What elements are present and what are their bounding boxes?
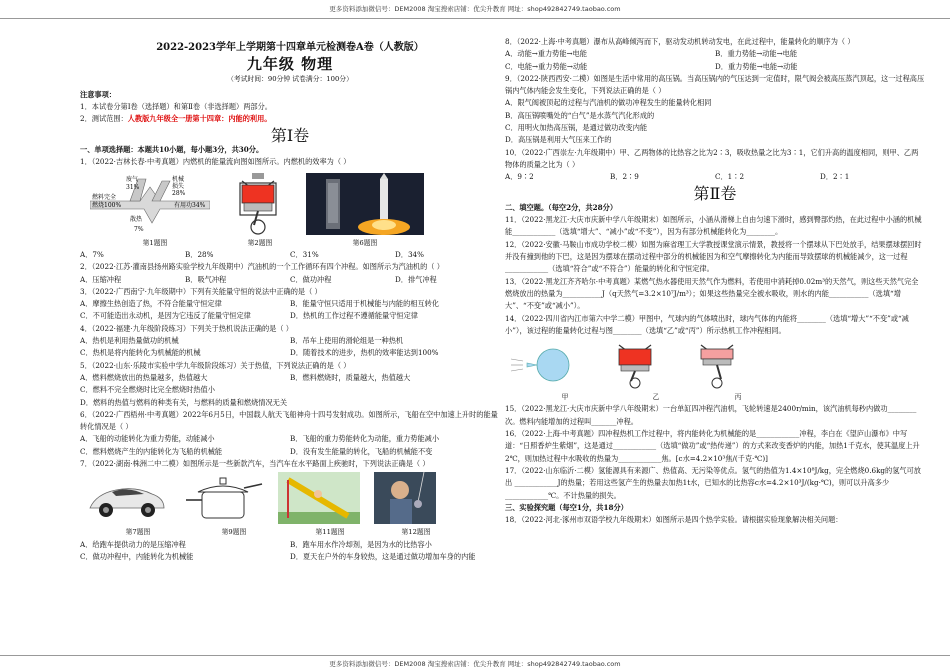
q8-option-d[interactable]: D．重力势能→电能→动能 — [715, 61, 798, 71]
engine-stroke-b-figure — [609, 339, 661, 389]
caption-fig7: 第7题图 — [125, 528, 151, 537]
q10-option-a[interactable]: A．9∶2 — [505, 172, 534, 182]
section-2-title: 二、填空题。（每空2分，共28分） — [505, 202, 618, 212]
q3-option-d[interactable]: D．热机的工作过程不遵循能量守恒定律 — [290, 311, 418, 321]
note-2-prefix: 2．测试范围： — [80, 114, 128, 124]
q2-options — [80, 274, 500, 286]
part-1-title: 第Ⅰ卷 — [270, 125, 310, 145]
header-bar: 更多资料添加微信号：DEM2008 淘宝搜索店铺：优尖升教育 网址：shop492842749.taobao.com — [0, 0, 950, 19]
sports-car-photo — [86, 472, 168, 524]
question-3: 3．（2022·广西南宁·九年级期中）下列有关能量守恒的说法中正确的是（ ） — [80, 286, 322, 296]
part-2-title: 第Ⅱ卷 — [693, 183, 737, 203]
note-2-scope: 人教版九年级全一册第十四章：内能的利用。 — [127, 114, 272, 124]
engine-stroke-c-figure — [691, 339, 743, 389]
q1-option-c[interactable]: C．31% — [290, 249, 319, 259]
q7-option-a[interactable]: A．给跑车提供动力的是压缩冲程 — [80, 539, 186, 549]
heat-value: 7% — [134, 225, 144, 233]
question-15: 15．（2022·黑龙江·大庆市庆新中学八年级期末）一台单缸四冲程汽油机，飞轮转速是2400r/min，该汽油机每秒内做功________次。燃料内能增加的过程叫_______冲程。 — [505, 404, 917, 426]
mech-value: 28% — [172, 189, 186, 197]
exhaust-label: 废气 — [126, 175, 139, 183]
q8-option-c[interactable]: C．电能→重力势能→动能 — [505, 61, 588, 71]
q1-option-b[interactable]: B．28% — [185, 249, 214, 259]
q3-option-c[interactable]: C．不可能造出永动机，是因为它违反了能量守恒定律 — [80, 311, 251, 321]
figure-captions-3 — [515, 391, 925, 403]
left-column — [80, 36, 500, 563]
figure-captions-2 — [90, 526, 500, 538]
caption-bing: 丙 — [734, 393, 742, 402]
exam-meta: （考试时间：90分钟 试卷满分：100分） — [227, 74, 353, 83]
question-17: 17．（2022·山东临沂·二模）氢能源具有来源广、热值高、无污染等优点。氢气的热值为1.4×10⁸J/kg，完全燃烧0.6kg的氢气可放出 ____________J的热量；若用这些氢产生的热量去加热1t水，已知水的比热容c水=4.2×10³J/(kg·℃)，则可以升高多少____________℃。不计热量的损失。 — [505, 465, 921, 500]
q2-option-d[interactable]: D．排气冲程 — [395, 274, 437, 284]
question-13: 13．（2022·黑龙江齐齐哈尔·中考真题）某燃气热水器使用天然气作为燃料，若使用中消耗掉0.02m³的天然气，则这些天然气完全燃烧放出的热量为___________J（q天然气=3.2×10⁷J/m³）；如果这些热量完全被水吸收，则水的内能___________（选填“增大”、“不变”或“减小”）。 — [505, 276, 919, 311]
q10-option-b[interactable]: B．2∶9 — [610, 172, 639, 182]
fuel-label-2: 燃烧100% — [92, 201, 122, 209]
question-8: 8．（2022·上海·中考真题）瀑布从高峰倾泻而下，驱动发动机转动发电，在此过程中，能量转化的顺序为（ ） — [505, 37, 855, 46]
q5-option-b[interactable]: B．燃料燃烧时，质量越大，热值越大 — [290, 372, 411, 382]
caption-fig11: 第11题图 — [315, 528, 345, 537]
q6-option-d[interactable]: D．没有发生能量的转化，飞船的机械能不变 — [290, 446, 433, 456]
section-3-title: 三、实验探究题（每空1分，共18分） — [505, 502, 628, 512]
heat-label: 散热 — [130, 215, 143, 223]
q8-options — [505, 48, 925, 73]
exam-title: 2022-2023学年上学期第十四章单元检测卷A卷（人教版） — [156, 42, 424, 53]
balloon-figure — [509, 345, 579, 389]
right-column — [505, 36, 925, 526]
q9-option-b[interactable]: B．高压锅喷嘴处的“白气”是水蒸气汽化形成的 — [505, 110, 655, 120]
note-2 — [80, 113, 500, 125]
caption-fig1: 第1题图 — [142, 238, 168, 247]
question-18: 18．（2022·河北·涿州市双语学校九年级期末）如图所示是四个热学实验。请根据实验现象解决相关问题： — [505, 515, 843, 525]
q7-options — [80, 539, 500, 564]
energy-flow-diagram — [90, 173, 210, 235]
q2-option-c[interactable]: C．做功冲程 — [290, 274, 332, 284]
loss-label: 损失 — [172, 182, 185, 190]
note-1: 1．本试卷分第Ⅰ卷（选择题）和第Ⅱ卷（非选择题）两部分。 — [80, 102, 272, 112]
question-12: 12．（2022·安徽·马鞍山市成功学校二模）如图为麻省理工大学教授课堂演示情景，教授将一个摆球从下巴处放手，结果摆球摆回时并没有撞到他的下巴，这是因为摆球在摆动过程中部分的机械能因为和空气摩擦转化为内能而导致摆球的机械能减少，这一过程 ____________（选填“符合”或“不符合”）能量的转化和守恒定律。 — [505, 239, 922, 274]
q3-option-b[interactable]: B．能量守恒只适用于机械能与内能的相互转化 — [290, 299, 440, 309]
question-10: 10．（2022·广西崇左·九年级期中）甲、乙两物体的比热容之比为2∶3，吸收热量之比为3∶1，它们升高的温度相同，则甲、乙两物体的质量之比为（ ） — [505, 147, 919, 169]
q1-options — [80, 249, 500, 261]
q4-option-b[interactable]: B．吊车上使用的滑轮组是一种热机 — [290, 336, 404, 346]
question-7: 7．（2022·湖南·株洲二中二模）如图所示是一些新款汽车，当汽车在水平路面上疾驰时，下列说法正确是（ ） — [80, 459, 430, 469]
caption-jia: 甲 — [561, 393, 569, 402]
q5-option-c[interactable]: C．燃料不完全燃烧时比完全燃烧时热值小 — [80, 385, 215, 395]
caption-fig2: 第2题图 — [247, 238, 273, 247]
figure-captions-1 — [90, 237, 500, 249]
q1-option-a[interactable]: A．7% — [80, 249, 104, 259]
caption-fig6: 第6题图 — [352, 238, 378, 247]
q6-options — [80, 433, 500, 458]
q10-option-d[interactable]: D．2∶1 — [820, 172, 850, 182]
q2-option-b[interactable]: B．吸气冲程 — [185, 274, 227, 284]
question-9: 9．（2022·陕西西安·二模）如图是生活中常用的高压锅。当高压锅内的气压达到一定值时，限气阀会被高压蒸汽顶起，这一过程高压锅内气体内能会发生变化，下列说法正确的是（ ） — [505, 73, 925, 96]
q4-option-a[interactable]: A．热机是利用热量做功的机械 — [80, 336, 179, 346]
question-6: 6．（2022·广西梧州·中考真题）2022年6月5日，中国载人航天飞船神舟十四号发射成功。如图所示，飞船在空中加速上升时的能量转化情况是（ ） — [80, 409, 498, 432]
question-16: 16．（2022·上海·中考真题）四冲程热机工作过程中，将内能转化为机械能的是____________冲程，李白在《望庐山瀑布》中写道：“日照香炉生紫烟”，这是通过____________（选填“做功”或“热传递”）的方式来改变香炉的内能，加热1千克水，使其温度上升2℃，则加热过程中水吸收的热量为____________焦。[c水=4.2×10³焦/(千克·℃)] — [505, 429, 920, 463]
q4-option-c[interactable]: C．热机是将内能转化为机械能的机械 — [80, 348, 201, 358]
footer-bar: 更多资料添加微信号：DEM2008 淘宝搜索店铺：优尖升教育 网址：shop492842749.taobao.com — [0, 655, 950, 672]
exam-grade: 九年级 物理 — [246, 55, 334, 74]
caption-fig12: 第12题图 — [401, 528, 431, 537]
pressure-cooker-figure — [182, 472, 264, 524]
q5-option-d[interactable]: D．燃料的热值与燃料的种类有关，与燃料的质量和燃烧情况无关 — [80, 397, 288, 407]
exhaust-value: 31% — [126, 183, 140, 191]
q1-option-d[interactable]: D．34% — [395, 249, 424, 259]
q7-option-b[interactable]: B．跑车用水作冷却剂，是因为水的比热容小 — [290, 539, 432, 549]
slide-photo — [278, 472, 360, 524]
figure-row-3 — [509, 339, 925, 389]
question-11: 11．（2022·黑龙江·大庆市庆新中学八年级期末）如图所示，小涵从滑梯上自由匀速下滑时，感到臀部灼热，在此过程中小涵的机械能____________（选填“增大”、“减小”或“不变”），因为有部分机械能转化为________。 — [505, 215, 922, 237]
figure-row-2 — [86, 472, 500, 524]
q6-option-a[interactable]: A．飞船的动能转化为重力势能，动能减小 — [80, 434, 215, 444]
q2-option-a[interactable]: A．压缩冲程 — [80, 274, 122, 284]
q8-option-a[interactable]: A．动能→重力势能→电能 — [505, 49, 587, 59]
section-1-title: 一、单项选择题：本题共10小题，每小题3分，共30分。 — [80, 145, 264, 155]
pendulum-demo-photo — [374, 472, 436, 524]
q4-option-d[interactable]: D．随着技术的进步，热机的效率能达到100% — [290, 348, 439, 358]
notes-title: 注意事项： — [80, 89, 116, 99]
question-4: 4．（2022·福建·九年级阶段练习）下列关于热机说法正确的是（ ） — [80, 323, 293, 333]
q5-option-a[interactable]: A．燃料燃烧放出的热量越多，热值越大 — [80, 372, 208, 382]
q7-option-c[interactable]: C．做功冲程中，内能转化为机械能 — [80, 551, 194, 561]
fuel-label-1: 燃料完全 — [92, 193, 117, 201]
q9-option-c[interactable]: C．用明火加热高压锅，是通过做功改变内能 — [505, 123, 648, 133]
q10-options — [505, 171, 925, 183]
q6-option-b[interactable]: B．飞船的重力势能转化为动能，重力势能减小 — [290, 434, 440, 444]
question-1: 1．（2022·吉林长春·中考真题）内燃机的能量流向图如图所示。内燃机的效率为（ ） — [80, 157, 351, 167]
figure-row-1 — [90, 171, 500, 235]
q10-option-c[interactable]: C．1∶2 — [715, 172, 745, 182]
question-2: 2．（2022·江苏·灌南县扬州路实验学校九年级期中）汽油机的一个工作循环有四个冲程。如图所示为汽油机的（ ） — [80, 262, 444, 272]
q9-option-a[interactable]: A．限气阀被顶起的过程与汽油机的做功冲程发生的能量转化相同 — [505, 98, 712, 108]
q7-option-d[interactable]: D．夏天在户外的车身较热，这是通过做功增加车身的内能 — [290, 551, 476, 561]
q8-option-b[interactable]: B．重力势能→动能→电能 — [715, 49, 798, 59]
caption-yi: 乙 — [652, 393, 660, 402]
caption-fig9: 第9题图 — [221, 528, 247, 537]
rocket-launch-photo — [306, 173, 424, 235]
useful-label: 有用功34% — [174, 201, 206, 209]
q3-option-a[interactable]: A．摩擦生热创造了热，不符合能量守恒定律 — [80, 299, 222, 309]
engine-cylinder-figure — [228, 171, 288, 235]
question-14: 14．（2022·四川省内江市第六中学二模）甲图中，气球内的气体喷出时，球内气体的内能将________（选填“增大”“不变”或“减小”），该过程的能量转化过程与图________（选填“乙”或“丙”）所示热机工作冲程相同。 — [505, 313, 909, 335]
q6-option-c[interactable]: C．燃料燃烧产生的内能转化为飞船的机械能 — [80, 446, 223, 456]
q9-option-d[interactable]: D．高压锅是利用大气压来工作的 — [505, 135, 612, 145]
q5-options — [80, 372, 500, 409]
mech-label: 机械 — [172, 175, 185, 183]
q3-options — [80, 298, 500, 323]
q4-options — [80, 335, 500, 360]
question-5: 5．（2022·山东·乐陵市实验中学九年级阶段练习）关于热值，下列说法正确的是（ ） — [80, 360, 351, 370]
